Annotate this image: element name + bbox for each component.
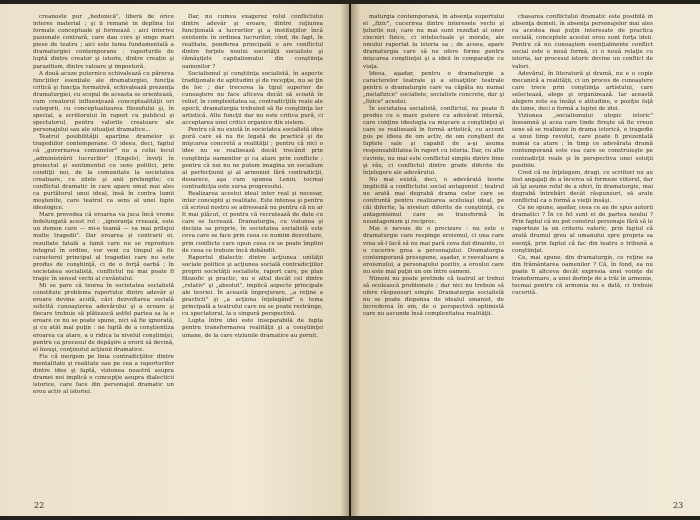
page-number: 22	[34, 501, 45, 510]
right-page	[351, 4, 700, 516]
paragraph: Teatrul posibilităţii aparține dramelor şi tragediilor contemporane. O ideea, deci, faptul că „guvernarea comunelor" nu a celui locul „administrării lucrurilor" (Engels), înveţi în proiectul şi sentimentul cu sens politici, prin condiţii noi, de la comunitate la societatea creatoare, cu zilele şi anii prelungite; cu conflictul dramatic în care apare omul mai ales ca purtătorul unui ideal, însă în contra lumii moştenite, care teatrul ca sens al unei lupte ideologice.	[33, 134, 174, 212]
paragraph: În societatea socialistă, conflictul, nu poate fi produs cu o mare putere cu adevărat internă, care conţine ideologia ca mişcare a conştiinţei şi care se realizează în formă artistică, cu accent pus pe ideea de om activ, de om conştient de faptele sale şi capabil de a-şi asuma responsabilitatea în raport cu istoria. Dar, cu alte cuvinte, nu mai este conflictul simplu dintre bine şi rău, ci conflictul dintre grade diferite de înţelegere ale adevărului.	[363, 106, 504, 176]
paragraph: Pentru că nu există în societatea socialistă idee pură care să nu fie legată de practică şi de mişcarea concretă a realităţii ; pentru că nici o idee nu se realizează decât trecând prin conştiinţa oamenilor şi ca atare prin conflicte ; pentru că noi nu ne putem imagina un socialism al perfecţiunii şi al armoniei fără contradicţii, deoarece, aşa cum spunea Lenin, tocmai contradicţia este sursa progresului.	[182, 127, 323, 190]
right-page-column-1	[363, 14, 504, 492]
paragraph: Dar, nu cumva exagerez rolul conflictului dintre adevăr şi eroare, dintre raţiunea funcţională a lucrurilor şi a instituţiilor încă existente în ordinea lucrurilor, cînd, de fapt, în realitate, ponderea principală o are conflictul dintre forţele noului societăţii socialiste şi rămăşiţele capitalismului din conştiinţa oamenilor ?	[182, 14, 323, 70]
left-page-column-2	[182, 14, 323, 492]
paragraph: Mai e nevoie de o precizare : nu este o dramaturgie care respinge eroismul, ci una care vrea să-l facă să nu mai pară ceva dat dinainte, ci o cucerire grea a personajului. Dramaturgia contemporană presupune, aşadar, o reevaluare a eroismului, a personajului pozitiv, a eroului care nu este mai puţin un om între oameni.	[363, 226, 504, 275]
paragraph: Socialismul şi conştiinţa socialistă, în aspecte tradiţionale de aptitudini şi de recepţie, nu se ţin de loc ; dar trecerea la tipul superior de cunoaştere nu face altceva decât să scoată în relief, în complexitatea sa, contradicţiile reale ale epocii, dramaturgia trebuind să fie conştiinţa lor artistică. Alte funcţii dar nu este critica pură, ci acceptarea unei critici organice din sistem.	[182, 70, 323, 127]
paragraph: Cred că ne înţelegem, dragi, ce scriitori nu au fost angajaţi de a încerca să formeze viitorul, dar să îşi asume rolul de a oferi, în dramaturgie, mai degrabă întrebări decât răspunsuri, să arate conflictul ca o formă a vieţii însăşi.	[512, 169, 653, 205]
right-page-column-2	[512, 14, 653, 492]
paragraph: Viziunea „socialismului utopic istoric" înseamnă şi acea care tinde fireşte să fie vreun sens să se realizeze în drama istorică, o tragedie a unui timp revolut, care poate fi prezentată numai ca atare ; în timp ce adevărata dramă contemporană este cea care se construieşte pe contradicţii reale şi în perspectiva unei soluţii posibile.	[512, 113, 653, 169]
paragraph: Marx prevedea că eroarea va juca încă vreme îndelungată acest rol : „ignoranţa creează, este un demon care — mi-e teamă — va mai prilejui multe tragedii". Dar eroarea şi contrarii ei, rezultate fatală a lumii care nu se reproduce integral în ordine, vor veni cu timpul să fie caracterul principal al tragediei care nu este produs de conştiinţă, ci de o forţă oarbă ; în societatea socialistă, conflictul nu mai poate fi tragic în sensul vechi al cuvântului.	[33, 212, 174, 282]
left-page-column-1	[33, 14, 174, 492]
paragraph: maturgia contemporană, în absenţa suportului ei „fizic", cucerirea dintre interesele vechi şi ţelurile noi, care nu mai sunt rezultat al unor ciocniri fizice, ci intelectuale şi morale, ale omului raportat la istoria sa ; de aceea, apare dramaturgia care să ne ofere forme pentru mişcarea conştiinţei şi a ideii în comparaţie cu viaţa.	[363, 14, 504, 70]
paragraph: Mi se pare că teorea în societatea socialistă constituie problema raportului dintre adevăr şi eroare devine acută, căci dezvoltarea socială solicită cunoaşterea adevărului şi a eroare şi fiecare trebuie să plătească astfel partea sa la o eroare ce nu se poate spune, nici să fie ignorată, şi cu atât mai puţin : ne luptă de a conştientiza eroarea ca atare, a o ridica la nivelul conştiinţei, pentru ca procesul de depăşire a erorii să devină, el însuşi, conţinutul acţiunii dramatice.	[33, 282, 174, 353]
paragraph: Realizarea acestui ideal inter real şi necesar, inter conceptii şi realitate. Este intensa şi pentru că scrisul nostru se adresează nu pentru că nu ar fi mai plăcut, ci pentru că recrutează de date cu care se lucrează. Dramaturgia, cu viziunea şi decizia sa proprie, în societatea socialistă este ceva care se face prin ceea ce numim dezvoltare, prin conflicte care opun ceea ce se poate împlini de ceea ce trebuie încă dobândit.	[182, 190, 323, 254]
page-number: 23	[673, 501, 684, 510]
paragraph: Raportul dialectic dintre acţiunea unităţii sociale politice şi acţiunea socială contradicţiilor proprii societăţii socialiste, raport care, pe plan filozofic şi practic, nu e altul decât cel dintre „relativ" şi „absolut", implică aspecte principale ale teoriei. În această împrejurare, „a reţine a practicii" şi „a acţiona înţelegând" e tema principală a teatrului care nu se poate restrânge, cu spectatorul, la o singură perspectivă.	[182, 254, 323, 318]
paragraph: Ce ne spune, aşadar, ceea ce au de spus autorii dramatici ? În ce fel sunt ei de partea noului ? Prin faptul că nu pot construi personaje fără să le raporteze la un criteriu valoric, prin faptul că arată drumul greu al umanului spre propria sa esenţă, prin faptul că fac din teatru o tribună a conştiinţei.	[512, 205, 653, 254]
paragraph: Nu mai există, deci, o adevărată teorie implicită a conflictului social antagonist ; teatrul ne arată mai degrabă drama celor care se confruntă pentru realizarea aceluiaşi ideal, pe căi diferite, la niveluri diferite de conştiinţă, cu antagonismul care se transformă în neantagonism şi reciproc.	[363, 176, 504, 226]
paragraph: creanoste pur „hedonică", liberă de orice interes material ; şi ii remanè in deplina lui formale conceptuale şi formează ; aici interivu pasionale contrară, care dau curs şi singe mari piese de teatru ; aici este tema fundamentală a dramaturgiei contemporane : raporturile de luptă dintre creator şi istorie, dintre creație şi parazitism, dintre valoare şi impostură.	[33, 14, 174, 70]
paragraph: Ideea, aşadar, pentru o dramaturgie a caracterelor teatrale şi a situaţiilor teatrale pentru o dramaturgie care va căpăta nu numai „metafizice" socialiste, socialiste concrete, dar şi „fizice" acestei.	[363, 70, 504, 105]
paragraph: Adevărul, în literatură şi dramă, nu e o copie mecanică a realităţii, ci un proces de cunoaştere care trece prin conştiinţa artistului, care selectează, alege şi organizează. Iar această alegere este ea însăşi o atitudine, o poziţie faţă de lume, deci o formă a luptei de idei.	[512, 70, 653, 113]
paragraph: Ce, mai spune, din dramaturgie, ce reţine ea din frământarea oamenilor ? Că, în fond, ea nu poate fi altceva decât expresia unei voinţe de transformare, a unei dorinţe de a trăi în armonie, tocmai pentru că armonia nu e dată, ci trebuie cucerită.	[512, 254, 653, 297]
paragraph: Lupta între idei este inseparabilă de lupta pentru transformarea realităţii şi a conştiinţei umane, de la care viziunile dramatice au pornit.	[182, 318, 323, 339]
paragraph: A două acuze puternice echivalează cu părerea funcțiilor esențiale ale dramaturgiei, funcţia critică şi funcţia formativă, echivalează prezenţa dramaturgiei, cu scopul de aceasta se orientează, cum creatorul influenţează conceptualităţii ori categorii, cu conceptualizarea filozofului şi, în special, a scriitorului în raport cu publicul şi spectatorul, pentru valorile creatoare ale personajului sau ale situaţiei dramatice...	[33, 70, 174, 134]
paragraph: chasarea conflictului dramatic este posibilă în absenţa demeii, în absenţa personajelor mai ales ca acestea mai puţin interesate de practica socială, conceptele acestui erou sunt forţa ideii. Pentru că nu cunoaştem esenţialmente conflict social este o nouă formă, ci o nouă relaţie cu istoria, iar procesul istoric devine un conflict de valori.	[512, 14, 653, 70]
paragraph: Nimeni nu poate pretinde că teatrul ar trebui să ocolească problemele ; dar nici nu trebuie să ofere răspunsuri simple. Dramaturgia socialistă nu se poate dispensa de idealul umanist, de încrederea în om, de o perspectivă optimistă care nu ascunde însă complexitatea realităţii.	[363, 275, 504, 318]
paragraph: Fie că mergem pe linia contradicţiilor dintre mentalitate şi realitate sau pe cea a raporturilor dintre idee şi faptă, viziunea noastră asupra dramei noi implică o concepţie asupra dialecticii istorice, care face din personajul dramatic un erou activ al istoriei.	[33, 353, 174, 396]
left-page	[0, 4, 349, 516]
